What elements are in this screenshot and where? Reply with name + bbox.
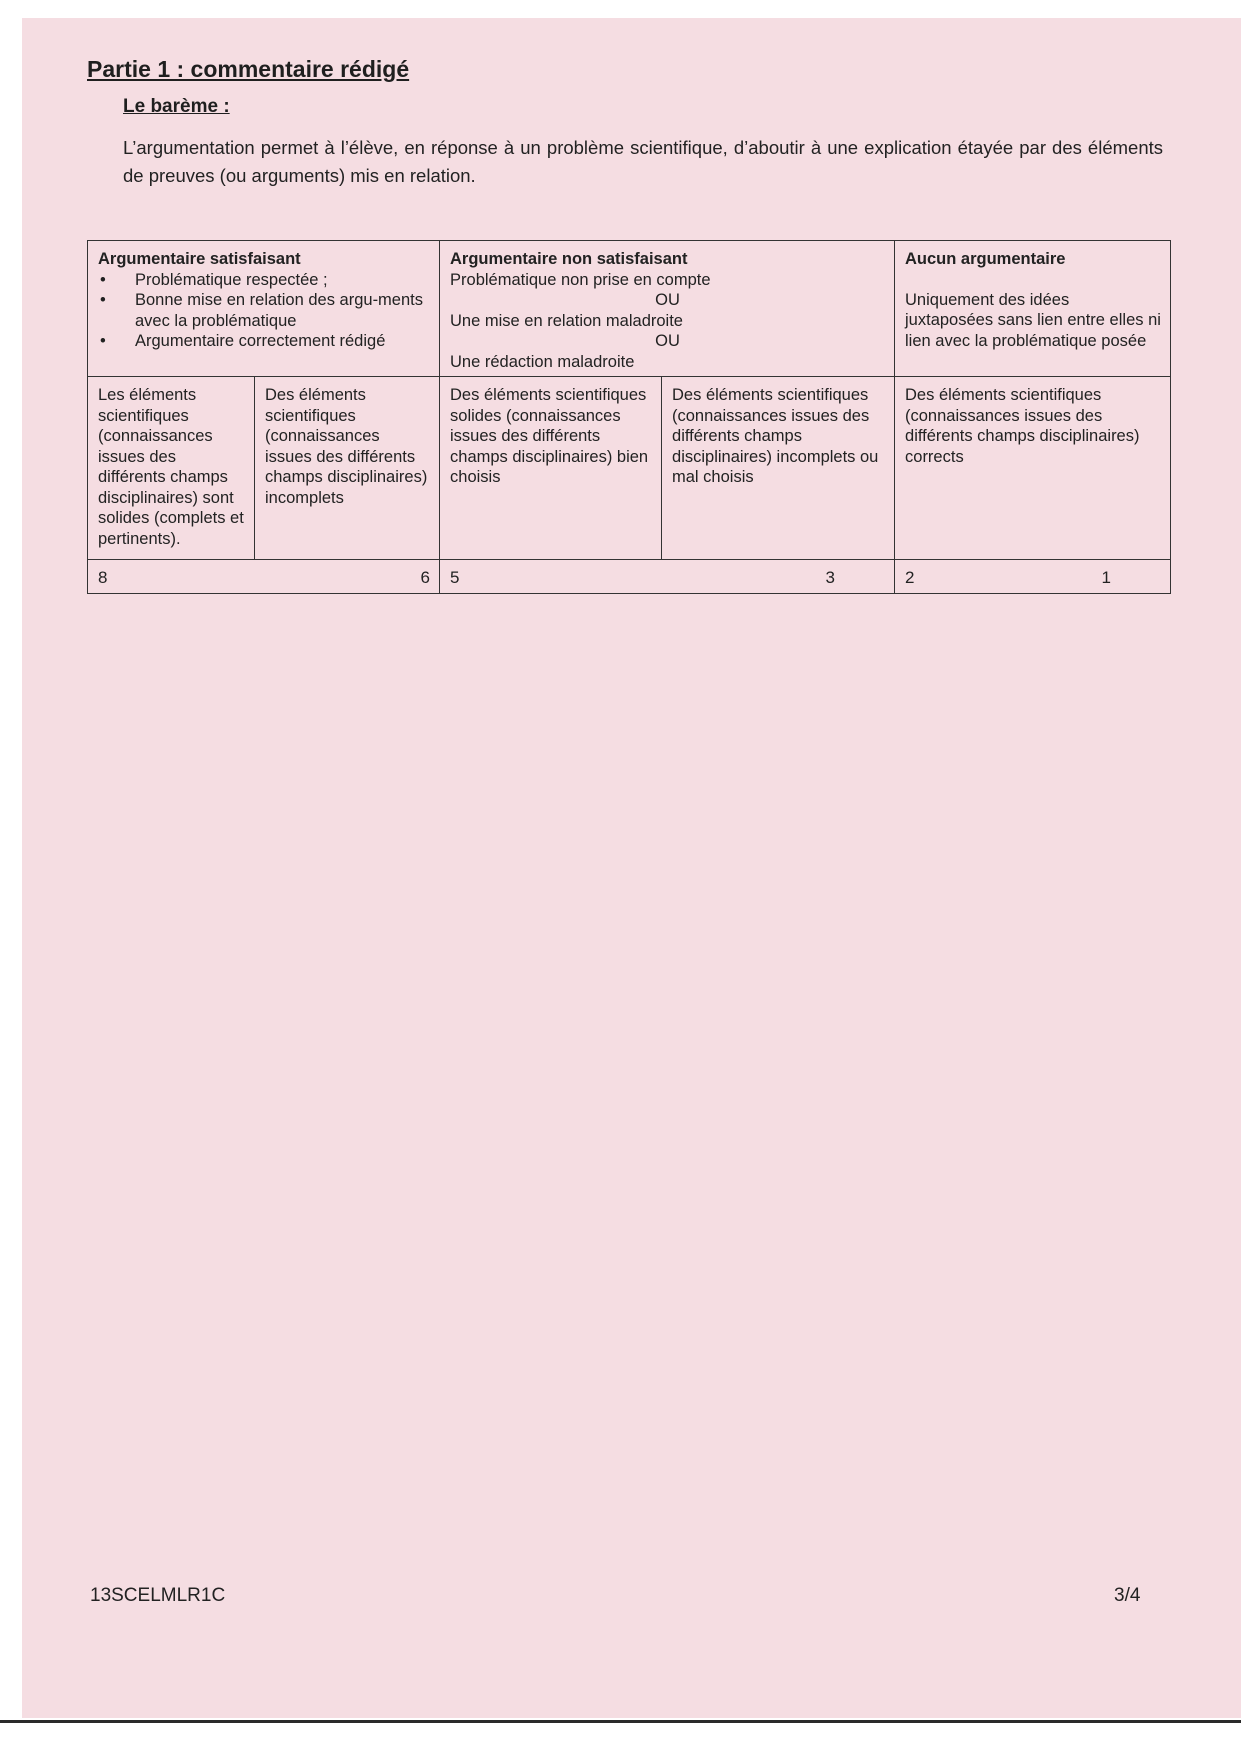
criteria-line: Une rédaction maladroite [450, 352, 635, 371]
rubric-scores-row [88, 560, 1171, 594]
header-aucun [895, 241, 1171, 377]
score-value: 6 [420, 568, 431, 587]
header-satisfaisant [88, 241, 440, 377]
criteria-line: Problématique non prise en compte [450, 270, 711, 289]
elements-cell: Des éléments scientifiques (connaissances issues des différents champs disciplinaires) incomplets [255, 377, 440, 560]
score-value: 2 [905, 568, 915, 587]
criteria-item: • Bonne mise en relation des argu-ments avec la problématique [98, 290, 430, 331]
score-non-satisfaisant [440, 560, 895, 594]
score-satisfaisant [88, 560, 440, 594]
score-value: 1 [1101, 568, 1112, 587]
section-title: Partie 1 : commentaire rédigé [87, 56, 410, 82]
rubric-elements-row [88, 377, 1171, 560]
document-code: 13SCELMLR1C [90, 1585, 226, 1606]
header-aucun-title: Aucun argumentaire [905, 250, 1066, 268]
bareme-heading: Le barème : [123, 96, 230, 117]
or-separator: OU [655, 332, 680, 350]
criteria-item: • Argumentaire correctement rédigé [98, 331, 430, 352]
intro-paragraph: L’argumentation permet à l’élève, en réponse à un problème scientifique, d’aboutir à une explication étayée par des éléments de preuves (ou arguments) mis en relation. [123, 137, 1163, 186]
score-value: 8 [98, 568, 108, 587]
score-value: 3 [825, 568, 836, 587]
score-aucun [895, 560, 1171, 594]
rubric-table [87, 240, 1171, 594]
score-value: 5 [450, 568, 460, 587]
criteria-line: Une mise en relation maladroite [450, 311, 683, 330]
elements-cell: Des éléments scientifiques solides (connaissances issues des différents champs disciplinaires) bien choisis [440, 377, 662, 560]
header-satisfaisant-title: Argumentaire satisfaisant [98, 250, 301, 268]
elements-cell: Des éléments scientifiques (connaissances issues des différents champs disciplinaires) corrects [895, 377, 1171, 560]
header-non-satisfaisant [440, 241, 895, 377]
rubric-header-row [88, 241, 1171, 377]
aucun-description: Uniquement des idées juxtaposées sans lien entre elles ni lien avec la problématique posée [905, 290, 1161, 350]
criteria-item: • Problématique respectée ; [98, 270, 430, 291]
page-number: 3/4 [1114, 1585, 1141, 1606]
elements-cell: Des éléments scientifiques (connaissances issues des différents champs disciplinaires) incomplets ou mal choisis [662, 377, 895, 560]
elements-cell: Les éléments scientifiques (connaissances issues des différents champs disciplinaires) sont solides (complets et pertinents). [88, 377, 255, 560]
satisfaisant-criteria-list [98, 270, 430, 352]
header-non-satisfaisant-title: Argumentaire non satisfaisant [450, 250, 688, 268]
bottom-edge-line [0, 1720, 1241, 1723]
or-separator: OU [655, 291, 680, 309]
